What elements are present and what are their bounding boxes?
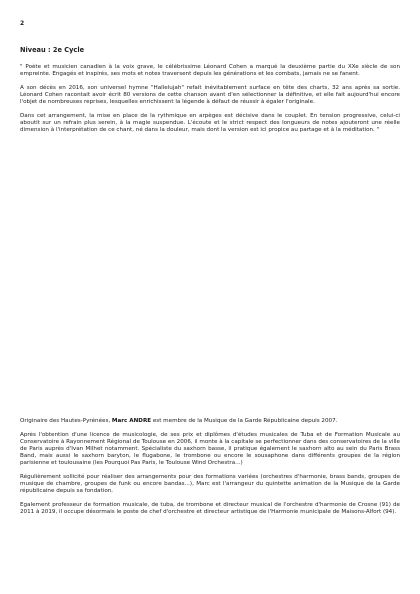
level-heading: Niveau : 2e Cycle: [20, 46, 85, 54]
intro-paragraph-1: " Poète et musicien canadien à la voix grave, le célébrissime Léonard Cohen a marqué la deuxième partie du XXe siècle de son empreinte. Engagés et inspirés, ses mots et notes traversent depuis les générations et les combats, jamais ne se fanent.: [20, 64, 400, 77]
intro-paragraph-3: Dans cet arrangement, la mise en place de la rythmique en arpèges est décisive dans le couplet. En tension progressive, celui-ci aboutit sur un refrain plus serein, à la magie suspendue. L'écoute et le strict respect des longueurs de notes ajouteront une réelle dimension à l'interprétation de ce chant, né dans la douleur, mais dont la version est ici propice au partage et à la méditation. ": [20, 113, 400, 133]
author-name: Marc ANDRE: [111, 418, 152, 424]
bio-paragraph-1: [20, 418, 400, 425]
bio-paragraph-3: Régulièrement sollicité pour réaliser des arrangements pour des formations variées (orchestres d'harmonie, brass bands, groupes de musique de chambre, groupes de funk ou encore bandas...), Marc est l'arrangeur du quintette animation de la Musique de la Garde républicaine depuis sa fondation.: [20, 474, 400, 494]
bio-intro-text: Originaire des Hautes-Pyrénées,: [20, 418, 112, 424]
page-number: 2: [20, 20, 25, 27]
bio-paragraph-4: Egalement professeur de formation musicale, de tuba, de trombone et directeur musical de l'orchestre d'harmonie de Crosne (91) de 2011 à 2019, il occupe désormais le poste de chef d'orchestre et directeur artistique de l'Harmonie municipale de Maisons-Alfort (94).: [20, 502, 400, 515]
bio-paragraph-2: Après l'obtention d'une licence de musicologie, de ses prix et diplômes d'études musicales de Tuba et de Formation Musicale au Conservatoire à Rayonnement Régional de Toulouse en 2006, il monte à la capitale se perfectionner dans des conservatoires de la ville de Paris auprès d'Ivan Milhet notamment. Spécialiste du saxhorn basse, il pratique également le saxhorn alto au sein du Paris Brass Band, mais aussi le saxhorn baryton, le flugabone, le trombone ou encore le sousaphone dans différents groupes de la région parisienne et toulousaine (les Pourquoi Pas Paris, le Toulouse Wind Orchestra...): [20, 432, 400, 466]
author-biography: [20, 418, 400, 516]
intro-paragraph-2: A son décès en 2016, son universel hymne "Hallelujah" refait inévitablement surface en tête des charts, 32 ans après sa sortie. Léonard Cohen racontait avoir écrit 80 versions de cette chanson avant d'en sélectionner la définitive, et elle fait aujourd'hui encore l'objet de nombreuses reprises, lesquelles enrichissent la légende à défaut de réussir à égaler l'originale.: [20, 85, 400, 105]
bio-intro-text-end: est membre de la Musique de la Garde Républicaine depuis 2007.: [151, 418, 338, 424]
intro-text: [20, 64, 400, 134]
